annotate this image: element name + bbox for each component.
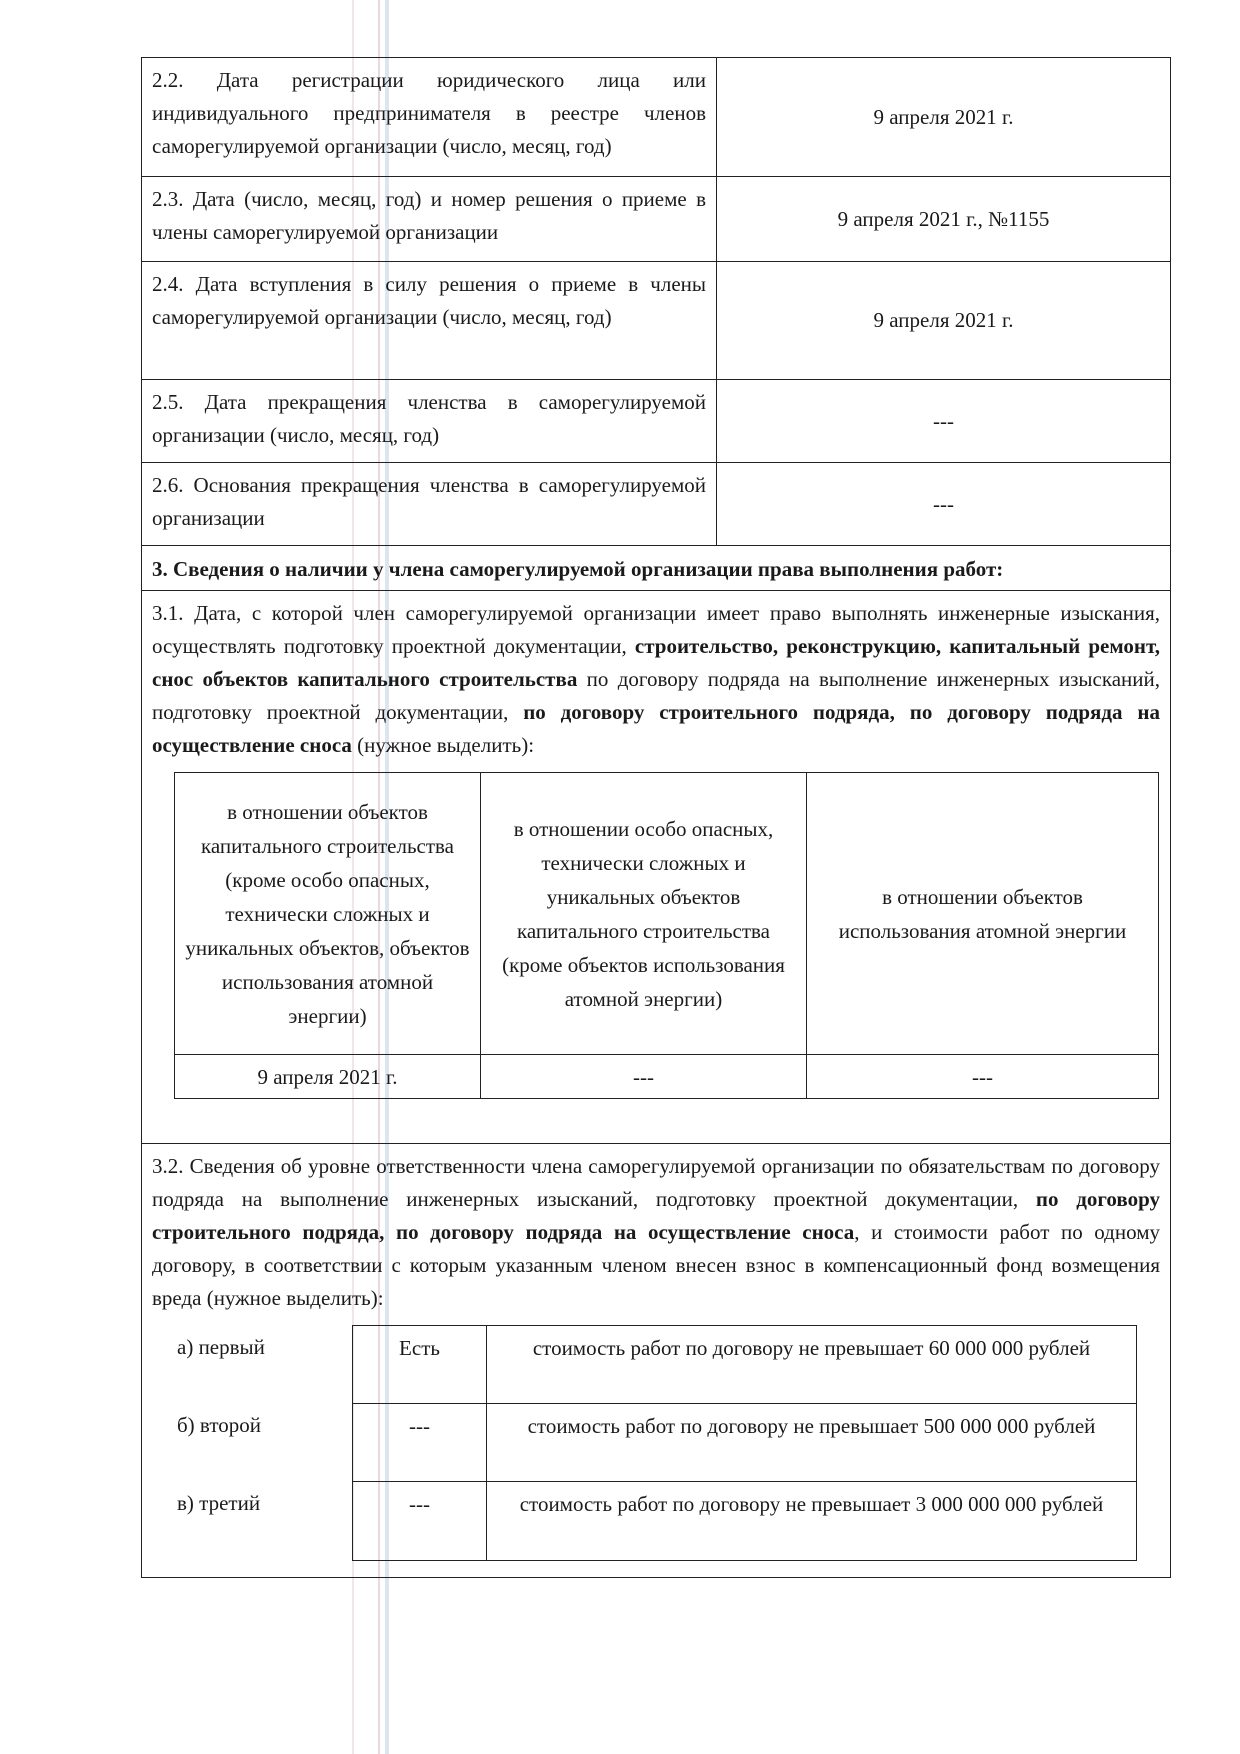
text: 3.1. Дата, с которой член саморегулируемой организации имеет право выполнять инженерные изыскания, осуществлять подготовку проектной документации,: [152, 601, 1160, 658]
value-cell: ---: [807, 1055, 1159, 1099]
level-label: в) третий: [177, 1491, 261, 1515]
value-cell: 9 апреля 2021 г.: [175, 1055, 481, 1099]
row-value: 9 апреля 2021 г.: [873, 308, 1014, 332]
row-2-3: [142, 176, 1170, 261]
bold-text: по договору строительного подряда, по договору подряда на осуществление сноса: [152, 1187, 1161, 1244]
level-description: стоимость работ по договору не превышает 60 000 000 рублей: [487, 1325, 1137, 1403]
rights-date-table: [174, 772, 1159, 1099]
text: по договору подряда на выполнение инженерных изысканий, подготовку проектной документации,: [152, 667, 1160, 724]
registry-extract-table: [141, 57, 1171, 1578]
row-value: ---: [933, 491, 954, 516]
level-mark: ---: [352, 1481, 487, 1561]
text: (нужное выделить):: [351, 733, 535, 757]
level-row: [152, 1325, 1160, 1403]
bold-text: строительство, реконструкцию, капитальный ремонт, снос объектов капитального строительства: [152, 634, 1160, 691]
text: , и стоимости работ по одному договору, в соответствии с которым указанным членом внесен взнос в компенсационный фонд возмещения вреда (нужное выделить):: [152, 1220, 1160, 1310]
row-label: 2.3. Дата (число, месяц, год) и номер решения о приеме в члены саморегулируемой организации: [142, 177, 717, 261]
paragraph-3-1: [142, 590, 1170, 1143]
row-label: 2.6. Основания прекращения членства в саморегулируемой организации: [142, 463, 717, 545]
paragraph-3-2: [142, 1143, 1170, 1578]
liability-levels: [152, 1325, 1160, 1561]
level-mark: ---: [352, 1403, 487, 1481]
level-label: б) второй: [177, 1413, 261, 1437]
row-2-2: [142, 57, 1170, 176]
level-description: стоимость работ по договору не превышает 3 000 000 000 рублей: [487, 1481, 1137, 1561]
bold-text: по договору строительного подряда, по договору подряда на осуществление сноса: [152, 700, 1160, 757]
row-label: 2.2. Дата регистрации юридического лица или индивидуального предпринимателя в реестре членов саморегулируемой организации (число, месяц, год): [142, 58, 717, 176]
header-cell: в отношении объектов использования атомной энергии: [807, 773, 1159, 1055]
row-value: 9 апреля 2021 г., №1155: [837, 206, 1050, 231]
header-cell: в отношении объектов капитального строительства (кроме особо опасных, технически сложных и уникальных объектов, объектов использования атомной энергии): [175, 773, 481, 1055]
row-2-5: [142, 379, 1170, 462]
section-3-title: 3. Сведения о наличии у члена саморегулируемой организации права выполнения работ:: [142, 545, 1170, 590]
text: 3.2. Сведения об уровне ответственности члена саморегулируемой организации по обязательствам по договору подряда на выполнение инженерных изысканий, подготовку проектной документации,: [152, 1154, 1160, 1211]
value-cell: ---: [481, 1055, 807, 1099]
level-description: стоимость работ по договору не превышает 500 000 000 рублей: [487, 1403, 1137, 1481]
level-label: а) первый: [177, 1335, 265, 1359]
row-value: ---: [933, 408, 954, 433]
row-label: 2.4. Дата вступления в силу решения о приеме в члены саморегулируемой организации (число, месяц, год): [142, 262, 717, 379]
row-2-6: [142, 462, 1170, 545]
header-cell: в отношении особо опасных, технически сложных и уникальных объектов капитального строительства (кроме объектов использования атомной энергии): [481, 773, 807, 1055]
row-label: 2.5. Дата прекращения членства в саморегулируемой организации (число, месяц, год): [142, 380, 717, 462]
level-mark: Есть: [352, 1325, 487, 1403]
row-2-4: [142, 261, 1170, 379]
row-value: 9 апреля 2021 г.: [873, 104, 1014, 129]
level-row: [152, 1403, 1160, 1481]
level-row: [152, 1481, 1160, 1561]
